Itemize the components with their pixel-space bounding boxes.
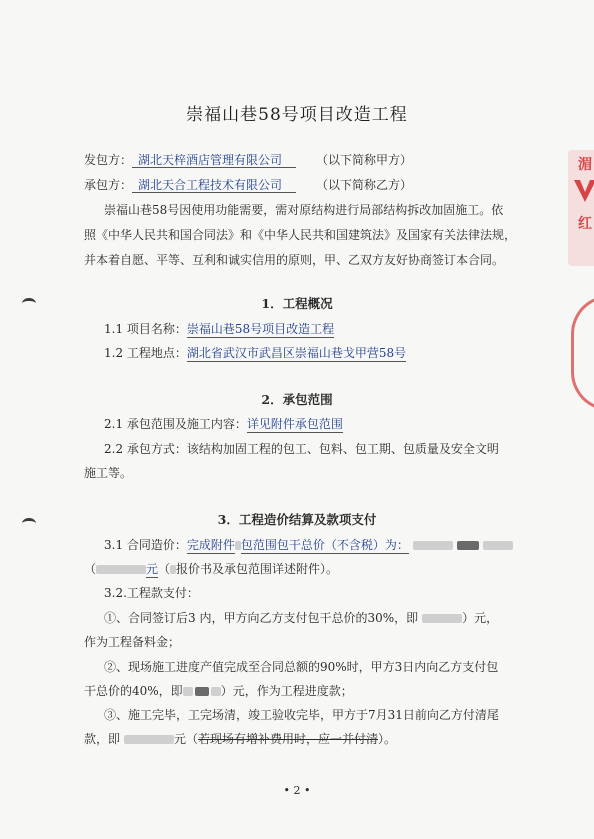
item-2-2-line-1: 2.2 承包方式：该结构加固工程的包工、包料、包工期、包质量及安全文明 <box>104 442 499 456</box>
item-2-1-label: 2.1 承包范围及施工内容： <box>104 417 247 431</box>
item-1-2-value: 湖北省武汉市武昌区崇福山巷戈甲营58号 <box>186 346 407 360</box>
payment-3-text-a: 款，即 <box>84 732 121 746</box>
party-a-label: 发包方： <box>84 153 133 167</box>
party-b-name: 湖北天合工程技术有限公司 <box>132 178 296 193</box>
item-3-1-value-a: 完成附件 <box>186 538 235 552</box>
intro-line-2: 照《中华人民共和国合同法》和《中华人民共和国建筑法》及国家有关法律法规， <box>84 228 517 242</box>
item-3-1-value-c: 元 <box>146 562 159 576</box>
redaction <box>124 735 174 744</box>
payment-3-strikethrough-text: 若现场有增补费用时，应一并付清 <box>198 732 379 746</box>
party-b-row <box>84 177 412 193</box>
redaction <box>195 687 209 696</box>
redaction <box>413 541 453 550</box>
item-3-1-value-b: 包范围包干总价（不含税）为： <box>240 538 409 552</box>
redaction <box>211 687 221 696</box>
party-a-note: （以下简称甲方） <box>316 153 413 167</box>
item-1-2-label: 1.2 工程地点： <box>104 346 187 360</box>
item-3-1-tail-2: 报价书及承包范围详述附件）。 <box>176 562 339 576</box>
item-3-1-line-1 <box>104 537 513 553</box>
payment-3-line-2 <box>84 731 396 747</box>
payment-2-text-a: 干总价的40%，即 <box>84 684 183 698</box>
payment-1-line-2: 作为工程备料金； <box>84 635 181 649</box>
party-a-name: 湖北天梓酒店管理有限公司 <box>132 153 296 168</box>
red-seal-icon <box>568 150 594 266</box>
item-2-2-line-2: 施工等。 <box>84 466 133 480</box>
payment-3-line-1: ③、施工完毕，工完场清，竣工验收完毕，甲方于7月31日前向乙方付清尾 <box>104 708 499 722</box>
redaction <box>422 614 462 623</box>
party-b-note: （以下简称乙方） <box>316 178 413 192</box>
seal-shape-icon <box>572 176 594 206</box>
section-1-heading: 1．工程概况 <box>261 296 333 311</box>
party-a-row <box>84 152 412 168</box>
payment-3-text-d: ）。 <box>378 732 397 746</box>
item-3-2-label: 3.2.工程款支付： <box>104 586 199 600</box>
item-2-1-value: 详见附件承包范围 <box>246 417 343 431</box>
section-1-item-2 <box>104 345 406 361</box>
document-title: 崇福山巷58号项目改造工程 <box>186 105 408 125</box>
punch-hole-icon <box>22 518 36 529</box>
section-3-heading: 3．工程造价结算及款项支付 <box>217 512 377 527</box>
payment-2-line-1: ②、现场施工进度产值完成至合同总额的90%时，甲方3日内向乙方支付包 <box>104 660 499 674</box>
payment-1-line-1 <box>104 610 498 626</box>
item-1-1-label: 1.1 项目名称： <box>104 322 187 336</box>
intro-line-3: 并本着自愿、平等、互利和诚实信用的原则，甲、乙双方友好协商签订本合同。 <box>84 253 505 267</box>
payment-1-end: ）元， <box>462 611 499 625</box>
intro-line-1: 崇福山巷58号因使用功能需要，需对原结构进行局部结构拆改加固施工。依 <box>104 203 504 217</box>
punch-hole-icon <box>22 298 36 309</box>
page-number: • 2 • <box>283 784 311 797</box>
party-b-label: 承包方： <box>84 178 133 192</box>
payment-3-text-b: 元（ <box>174 732 199 746</box>
section-2-heading: 2．承包范围 <box>261 392 333 407</box>
section-1-item-1 <box>104 321 334 337</box>
redaction <box>183 687 193 696</box>
item-3-1-label: 3.1 合同造价： <box>104 538 187 552</box>
seal-glyph-top: 湄 <box>578 157 592 173</box>
item-3-1-tail-open-2: （ <box>158 562 171 576</box>
item-3-1-line-2 <box>84 561 338 577</box>
item-1-1-value: 崇福山巷58号项目改造工程 <box>186 322 335 336</box>
payment-1-text: ①、合同签订后3 内，甲方向乙方支付包干总价的30%，即 <box>104 611 419 625</box>
seal-glyph-bottom: 红 <box>578 216 592 232</box>
redaction <box>96 565 146 574</box>
payment-2-text-b: ）元，作为工程进度款； <box>220 684 353 698</box>
redaction <box>457 541 479 550</box>
section-2-item-1 <box>104 416 343 432</box>
item-3-1-tail-open: （ <box>84 562 97 576</box>
payment-2-line-2 <box>84 683 353 699</box>
redaction <box>483 541 513 550</box>
